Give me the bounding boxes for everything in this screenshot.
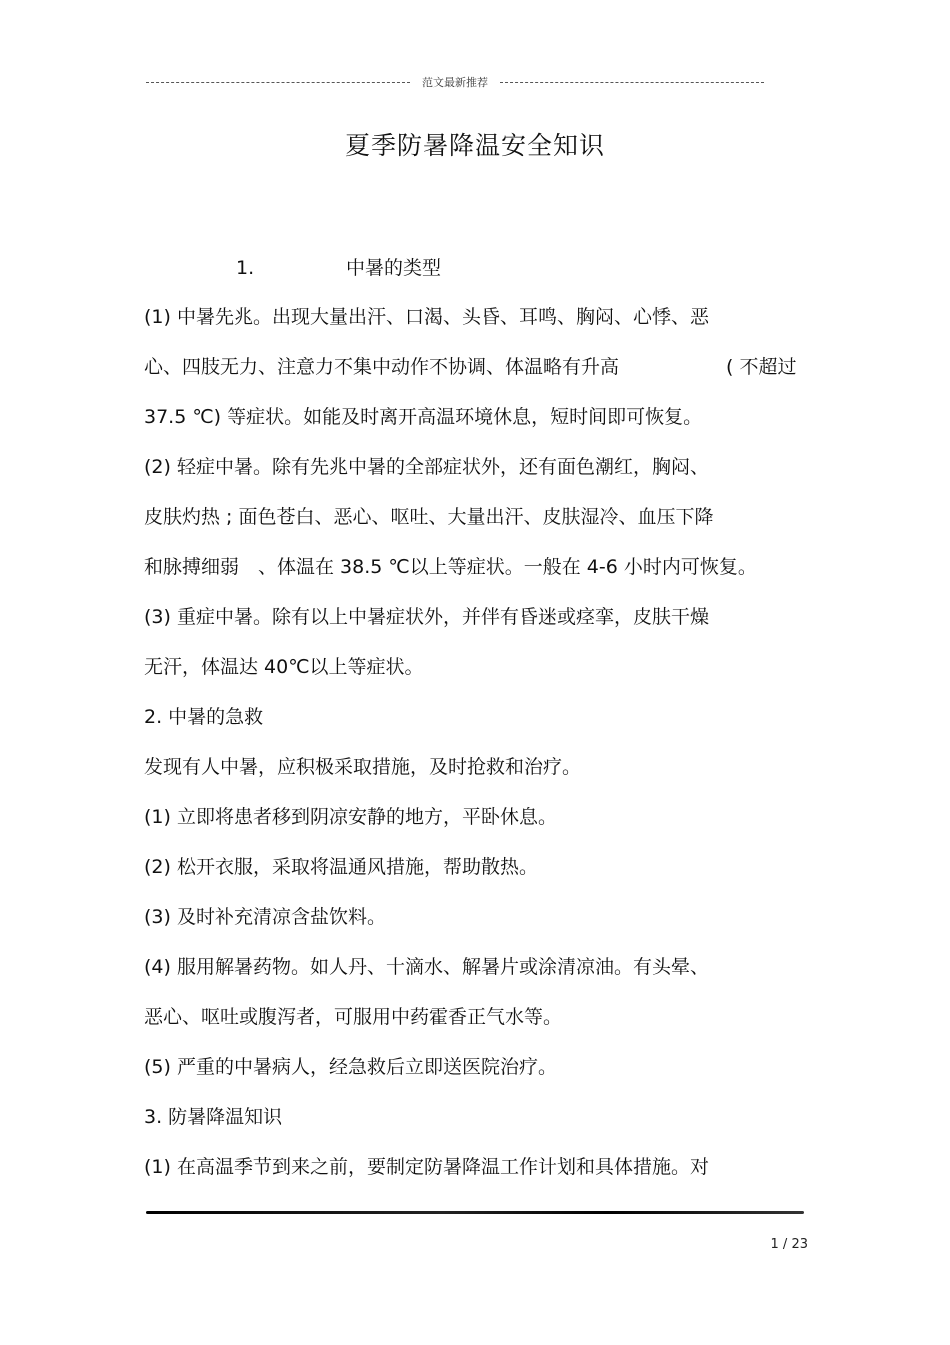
paragraph-line: 和脉搏细弱 、体温在 38.5 ℃以上等症状。一般在 4-6 小时内可恢复。 [144, 556, 757, 578]
paragraph-line: (4) 服用解暑药物。如人丹、十滴水、解暑片或涂清凉油。有头晕、 [144, 956, 709, 978]
section-number: 1. [236, 257, 255, 279]
header-dash-right [500, 82, 764, 83]
section-heading-text: 中暑的类型 [346, 257, 442, 279]
paragraph-line: 无汗，体温达 40℃以上等症状。 [144, 656, 424, 678]
paragraph-line: 恶心、呕吐或腹泻者，可服用中药霍香正气水等。 [144, 1006, 563, 1028]
page-number: 1 / 23 [770, 1237, 808, 1252]
page-header [146, 72, 764, 92]
paragraph-line-text: ( 不超过 [726, 356, 797, 378]
paragraph-line: (1) 中暑先兆。出现大量出汗、口渴、头昏、耳鸣、胸闷、心悸、恶 [144, 306, 709, 328]
section-heading-2: 2. 中暑的急救 [144, 706, 264, 728]
paragraph-line: 皮肤灼热 ; 面色苍白、恶心、呕吐、大量出汗、皮肤湿冷、血压下降 [144, 506, 714, 528]
document-title: 夏季防暑降温安全知识 [344, 131, 605, 160]
paragraph-line: 发现有人中暑，应积极采取措施，及时抢救和治疗。 [144, 756, 582, 778]
paragraph-line: (3) 及时补充清凉含盐饮料。 [144, 906, 386, 928]
paragraph-line [144, 355, 844, 379]
paragraph-line: (2) 松开衣服，采取将温通风措施，帮助散热。 [144, 856, 538, 878]
paragraph-line: (5) 严重的中暑病人，经急救后立即送医院治疗。 [144, 1056, 557, 1078]
section-heading-3: 3. 防暑降温知识 [144, 1106, 283, 1128]
paragraph-line: (3) 重症中暑。除有以上中暑症状外，并伴有昏迷或痉挛，皮肤干燥 [144, 606, 709, 628]
paragraph-line: (1) 在高温季节到来之前，要制定防暑降温工作计划和具体措施。对 [144, 1156, 709, 1178]
paragraph-line-text: 心、四肢无力、注意力不集中动作不协调、体温略有升高 [144, 356, 620, 378]
paragraph-line: (2) 轻症中暑。除有先兆中暑的全部症状外，还有面色潮红，胸闷、 [144, 456, 709, 478]
paragraph-line: (1) 立即将患者移到阴凉安静的地方，平卧休息。 [144, 806, 557, 828]
paragraph-line: 37.5 ℃) 等症状。如能及时离开高温环境休息，短时间即可恢复。 [144, 406, 703, 428]
footer-rule [146, 1211, 804, 1214]
header-text: 范文最新推荐 [422, 76, 488, 89]
header-dash-left [146, 82, 410, 83]
